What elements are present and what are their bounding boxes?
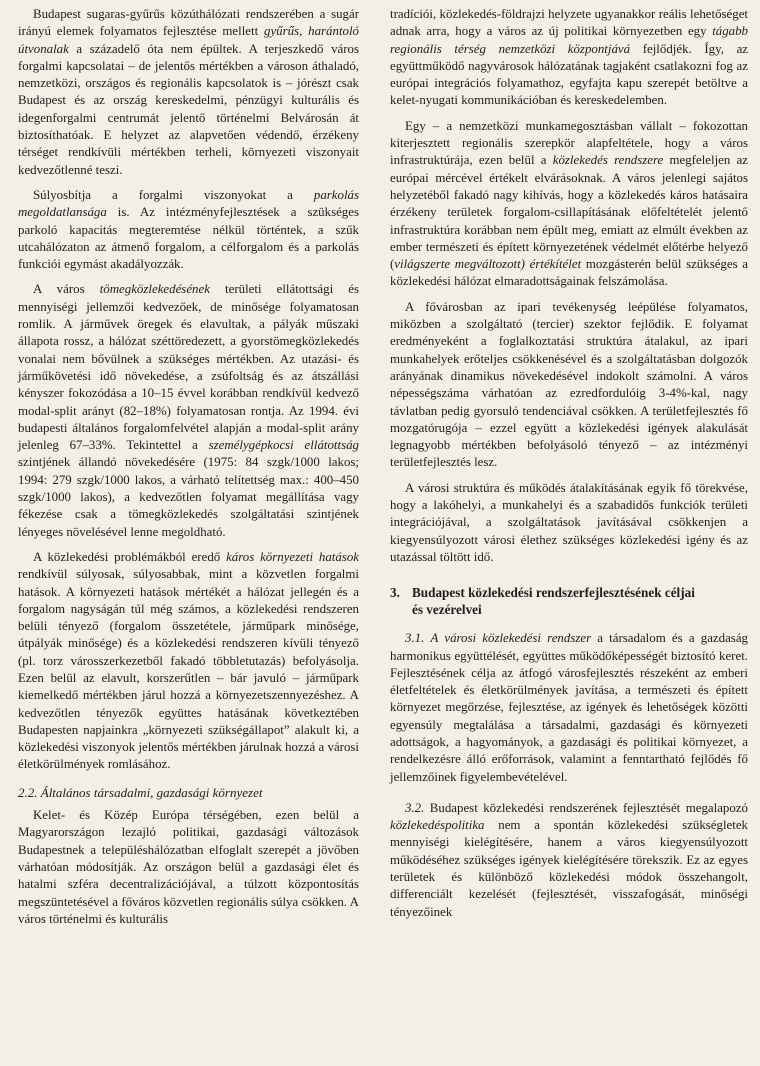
paragraph	[390, 118, 748, 291]
text: nem a spontán közlekedési szükségletek mennyiségi kielégítésére, hanem a város kiegyensúlyozott működéséhez szükséges igények kielégítésére törekszik. Ez az egyes területek és különböző közlekedési módok összehangolt, differenciált kezelését (fejlesztését, visszafogását, minőségi tényezőinek	[390, 818, 748, 919]
emphasis: tágabb regionális térség nemzetközi központjává	[390, 24, 748, 56]
text: Egy – a nemzetközi munkamegosztásban vállalt – fokozottan kiterjesztett regionális szerepkör alapfeltétele, hogy a város infrastruktúrája, ezen belül a	[390, 118, 748, 168]
text: megfeleljen az európai mércével értékelt elvárásoknak. A város jelenlegi sajátos helyzetéből fakadó nagy kihívás, hogy a közlekedés káros hatásaira érzékeny területek forgalom-csillapításának előfeltételét jelentő infrastruktúra korábban nem épült meg, emiatt az elmúlt években az ember természeti és épített környezetének védelmét előtérbe helyező (	[390, 153, 749, 272]
paragraph	[18, 549, 359, 774]
section-number: 3.	[390, 585, 400, 601]
paragraph	[390, 630, 748, 786]
emphasis: közlekedéspolitika	[390, 818, 485, 833]
emphasis: káros környezeti hatások	[226, 549, 359, 564]
paragraph	[18, 281, 359, 540]
emphasis: gyűrűs, harántoló útvonalak	[18, 24, 360, 56]
left-column	[18, 6, 359, 928]
text: Budapest közlekedési rendszerének fejlesztését megalapozó	[424, 800, 748, 815]
paragraph	[18, 187, 359, 273]
paragraph	[18, 6, 359, 179]
emphasis: közlekedés rendszere	[552, 153, 664, 168]
text: a századelő óta nem épültek. A terjeszkedő város forgalmi kapcsolatai – de jelentős mértékben a városon áthaladó, nemzetközi, országos és regionális kapcsolatok is – jórészt csak Budapest és az ország kereskedelmi, pénzügyi kulturális és idegenforgalmi centrumát jelentő történelmi Belvárosán át biztosíthatóak. E helyzet az alapvetően védendő, érzékeny térséget rendkívüli mértékben terheli, környezeti viszonyait kedvezőtlenné teszi.	[18, 41, 359, 177]
text: A közlekedési problémákból eredő	[33, 549, 227, 564]
section-title-line2: és vezérelvei	[412, 602, 482, 618]
text: mozgásterén belül szükséges a közlekedési hálózat elmaradottságainak felszámolása.	[390, 257, 748, 289]
text: Súlyosbítja a forgalmi viszonyokat a	[33, 187, 314, 202]
right-column	[390, 6, 748, 921]
text: területi ellátottsági és mennyiségi jellemzői kedvezőek, de minősége folyamatosan romlik. A járművek öregek és elavultak, a pályák műszaki állapota rossz, a hálózat széttöredezett, a gyorstömegközlekedés vonalai nem bővülnek a szükséges mértékben. Az utazási- és járműkövetési idő növekedése, a zsúfoltság és az átszállási kényszer fokozódása a 10–15 évvel korábban rendkívül kedvező modal-split arányt (82–18%) folyamatosan rontja. Az 1994. évi budapesti általános forgalomfelvétel alapján a modal-split arány jelenleg 67–33%. Tekintettel a	[18, 282, 359, 453]
paragraph: A városi struktúra és működés átalakításának egyik fő törekvése, hogy a lakóhelyi, a munkahelyi és a szabadidős funkciók területi integrációjával, a szolgáltatások javításával csökkenjen a kiegyensúlyozott városi élethez szükséges közlekedési igény és az utazással töltött idő.	[390, 480, 748, 564]
subsection-heading: 2.2. Általános társadalmi, gazdasági környezet	[18, 784, 263, 800]
text: tradíciói, közlekedés-földrajzi helyzete ugyanakkor reális lehetőséget adnak arra, hogy a város az új politikai környezetben egy	[390, 7, 748, 39]
paragraph	[390, 6, 748, 110]
paragraph: Kelet- és Közép Európa térségében, ezen belül a Magyarországon lezajló politikai, gazdasági változások Budapestnek a településhálózatban elfoglalt szerepét a jövőben várhatóan módosítják. Az országon belül a gazdasági élet és hatalmi szféra decentralizációjával, a túlzott központosítás megszüntetésével a főváros közvetlen regionális súlya csökken. A város történelmi és kulturális	[18, 808, 359, 926]
emphasis: világszerte megváltozott) értékítélet	[394, 257, 582, 272]
emphasis: személygépkocsi ellátottság	[208, 438, 359, 453]
emphasis: tömegközlekedésének	[99, 282, 210, 297]
paragraph: A fővárosban az ipari tevékenység leépülése folyamatos, miközben a szolgáltató (tercier) szektor fejlődik. E folyamat eredményeként a foglalkoztatási struktúra átalakul, az ipari munkahelyek erőteljes csökkenésével és a szolgáltatásban dolgozók arányának dinamikus növekedésével indokolt számolni. A város népességszáma várhatóan az ezredfordulóig 3-4%-kal, nagy távlatban pedig gyorsuló tendenciával csökken. A területfejlesztés fő mozgatórugója – ezzel együtt a közlekedési igények alakulását legnagyobb mértékben befolyásoló tényező – az intézményi területfejlesztés lesz.	[390, 299, 748, 470]
text: Budapest sugaras-gyűrűs közúthálózati rendszerében a sugár irányú elemek folyamatos fejlesztése mellett	[18, 7, 359, 39]
text: A város	[33, 282, 100, 297]
text: rendkívül súlyosak, súlyosabbak, mint a közvetlen forgalmi hatások. A környezeti hatások mértékét a hálózat jellegén és a forgalom nagyságán túl még számos, a közlekedési rendszeren belüli tényező (forgalom összetétele, járműpark minősége, útpályák minősége) és a közlekedési rendszeren kívüli tényező (pl. torz városszerkezetből fakadó többletutazás) befolyásolja. Ezen belül az elavult, korszerűtlen – bár javuló – járműpark kiemelkedő mértékben járul hozzá a környezetszennyezéshez. A kedvezőtlen tényezők együttes hatásának következtében Budapesten napjainkra „környezeti szükségállapot” alakult ki, a közlekedési viszonyok jelentős mértékben járulnak hozzá a városi életkörülmények romlásához.	[18, 567, 359, 772]
text: a társadalom és a gazdaság harmonikus együttélését, együttes működőképességét biztosító keret. Fejlesztésének célja az átfogó városfejlesztés részeként az emberi életfeltételek és életkörülmények javítása, a természeti és épített környezet megőrzése, fejlesztése, az igények és lehetőségek közötti egyensúly megtalálása a társadalmi, gazdasági és környezeti adottságok, a hagyományok, a gazdasági és politikai környezet, a rendelkezésre álló erőforrások, valamint a fenntartható fejlődés fő jellemzőinek figyelembevételével.	[390, 631, 748, 784]
emphasis: A városi közlekedési rendszer	[430, 631, 592, 646]
paragraph-number: 3.2.	[405, 800, 425, 815]
text: fejlődjék. Így, az együttműködő nagyvárosok hálózatának tagjaként csatlakozni fog az európai integrációs folyamathoz, egyfajta kapu szerepét betöltve a kelet-nyugati kommunikációban és kereskedelemben.	[390, 41, 749, 108]
section-title-line1: Budapest közlekedési rendszerfejlesztésének céljai	[412, 585, 695, 601]
text: szintjének állandó növekedésére (1975: 84 szgk/1000 lakos; 1994: 279 szgk/1000 lakos, a várható telítettség max.: 400–450 szgk/1000 lakos), a kedvezőtlen folyamat megállítása vagy fékezése csak a tömegközlekedés szolgáltatási szintjének lényeges növelésével lenne megoldható.	[18, 455, 359, 539]
text: is. Az intézményfejlesztések a szükséges parkoló kapacitás megteremtése nélkül történtek, a szűk utcahálózaton az átmenő forgalom, a célforgalom és a parkolás funkciói egymást akadályozzák.	[18, 205, 359, 272]
emphasis: parkolás megoldatlansága	[18, 187, 359, 220]
section-heading	[390, 584, 748, 618]
paragraph-number: 3.1.	[405, 631, 425, 646]
paragraph	[390, 800, 748, 921]
